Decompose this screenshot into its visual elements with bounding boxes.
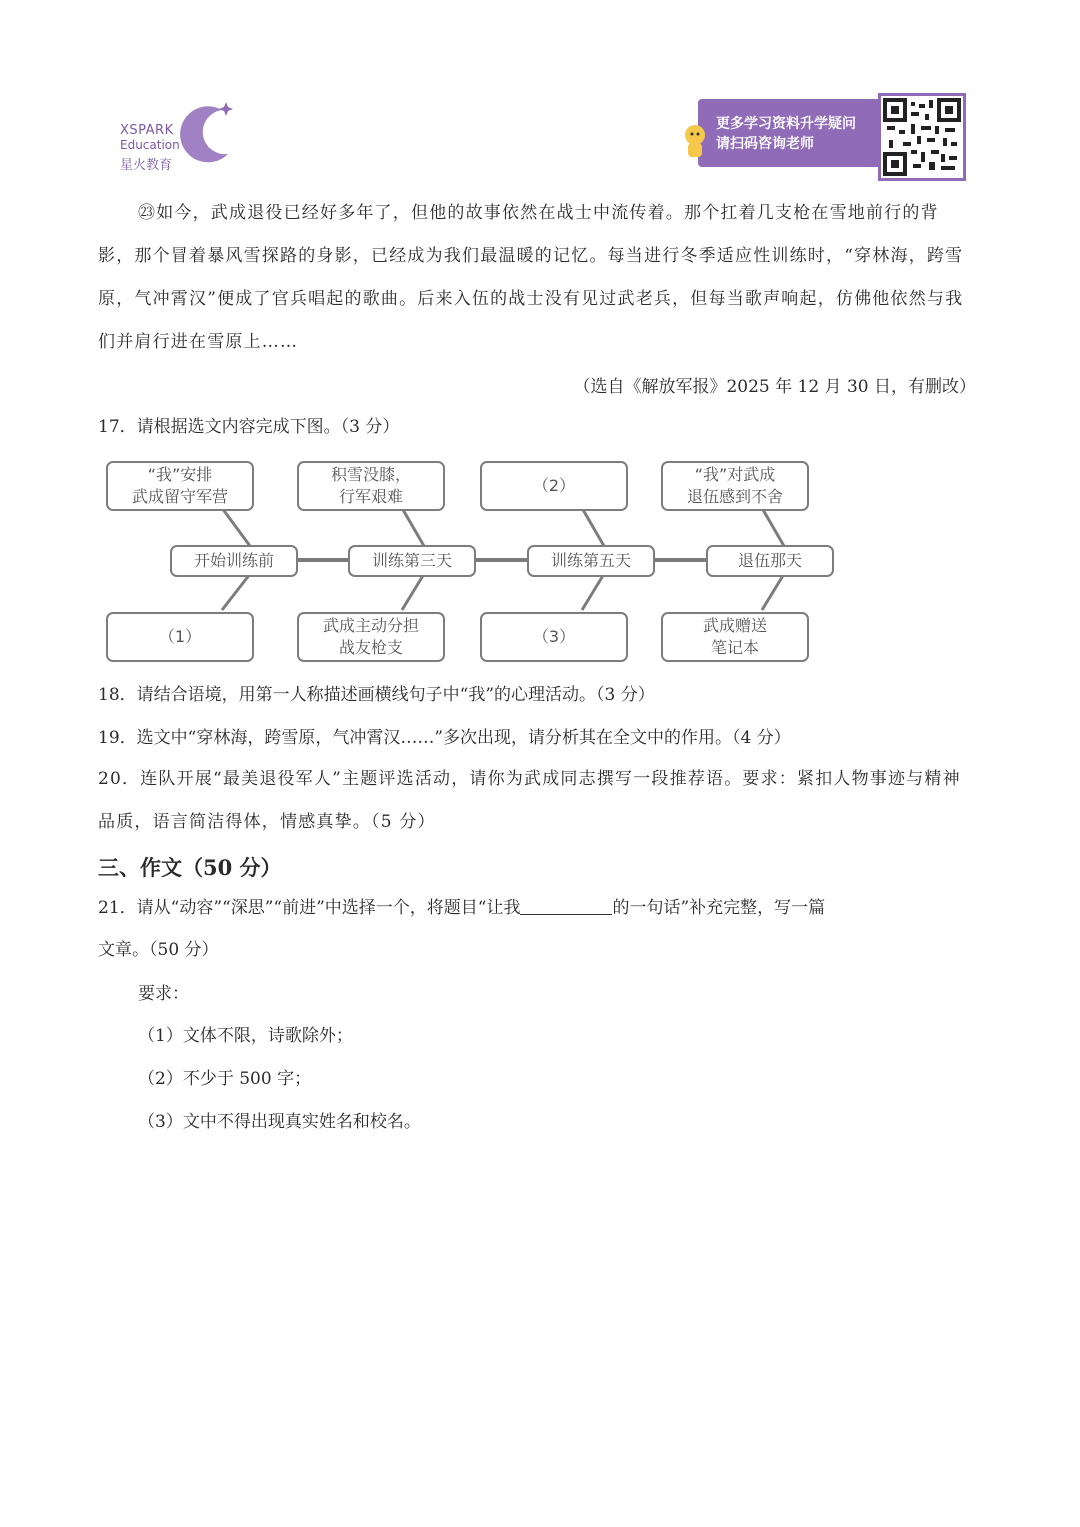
q21-part-a: 21．请从“动容”“深思”“前进”中选择一个，将题目“让我 bbox=[98, 898, 521, 918]
branch-line bbox=[402, 508, 424, 546]
requirements-title: 要求： bbox=[138, 984, 189, 1004]
question-21-line-2: 文章。（50 分） bbox=[98, 940, 219, 960]
box-line: （2） bbox=[532, 476, 576, 495]
stage-label-1: 开始训练前 bbox=[170, 545, 298, 577]
promo-banner[interactable] bbox=[694, 93, 976, 177]
promo-line-2: 请扫码咨询老师 bbox=[716, 136, 814, 152]
title-blank bbox=[520, 898, 612, 915]
question-18: 18．请结合语境，用第一人称描述画横线句子中“我”的心理活动。（3 分） bbox=[98, 685, 655, 705]
diagram-top-box-4 bbox=[661, 461, 809, 511]
stage-label-4: 退伍那天 bbox=[706, 545, 834, 577]
requirement-item: （3）文中不得出现真实姓名和校名。 bbox=[138, 1112, 421, 1132]
section-title: 三、作文（50 分） bbox=[98, 855, 282, 880]
box-line: 笔记本 bbox=[710, 638, 759, 657]
logo-brand: XSPARK bbox=[120, 123, 174, 138]
box-line: 战友枪支 bbox=[338, 638, 403, 657]
passage-paragraph-23: ㉓如今，武成退役已经好多年了，但他的故事依然在战士中流传着。那个扛着几支枪在雪地前行的背影，那个冒着暴风雪探路的身影，已经成为我们最温暖的记忆。每当进行冬季适应性训练时，“穿林海，跨雪原，气冲霄汉”便成了官兵唱起的歌曲。后来入伍的战士没有见过武老兵，但每当歌声响起，仿佛他依然与我们并肩行进在雪原上…… bbox=[98, 203, 964, 352]
branch-line bbox=[762, 508, 784, 546]
box-line: 武成主动分担 bbox=[322, 616, 419, 635]
branch-line bbox=[762, 574, 784, 610]
branch-line bbox=[222, 574, 250, 610]
box-line: “我”对武成 bbox=[694, 465, 776, 484]
question-17: 17．请根据选文内容完成下图。（3 分） bbox=[98, 417, 400, 437]
question-20: 20．连队开展“最美退役军人”主题评选活动，请你为武成同志撰写一段推荐语。要求：紧扣人物事迹与精神品质，语言简洁得体，情感真挚。（5 分） bbox=[98, 769, 961, 832]
box-line: “我”安排 bbox=[147, 465, 213, 484]
box-line: 退伍感到不舍 bbox=[686, 487, 783, 506]
question-19: 19．选文中“穿林海，跨雪原，气冲霄汉……”多次出现，请分析其在全文中的作用。（4 分） bbox=[98, 728, 791, 748]
requirement-item: （1）文体不限，诗歌除外； bbox=[138, 1026, 353, 1046]
box-line: （3） bbox=[532, 627, 576, 646]
brand-logo bbox=[118, 98, 248, 178]
logo-cn: 星火教育 bbox=[120, 158, 173, 173]
promo-line-1: 更多学习资料升学疑问 bbox=[716, 116, 856, 132]
passage-source: （选自《解放军报》2025 年 12 月 30 日，有删改） bbox=[573, 377, 976, 397]
branch-line bbox=[582, 574, 604, 610]
branch-line bbox=[222, 508, 250, 546]
diagram-top-box-3 bbox=[480, 461, 628, 511]
question-21-line-1 bbox=[98, 898, 825, 918]
stage-label-2: 训练第三天 bbox=[348, 545, 476, 577]
logo-sub: Education bbox=[120, 138, 180, 152]
q21-part-b: 的一句话”补充完整，写一篇 bbox=[612, 898, 826, 918]
diagram-bottom-box-3 bbox=[480, 612, 628, 662]
qr-code-icon[interactable] bbox=[878, 93, 966, 181]
branch-line bbox=[582, 508, 604, 546]
diagram-bottom-box-4 bbox=[661, 612, 809, 662]
box-line: 积雪没膝， bbox=[330, 465, 411, 484]
box-line: 武成赠送 bbox=[702, 616, 767, 635]
diagram-bottom-box-1 bbox=[106, 612, 254, 662]
branch-line bbox=[402, 574, 424, 610]
diagram-bottom-box-2 bbox=[297, 612, 445, 662]
mascot-icon bbox=[680, 123, 710, 159]
spark-logo-icon bbox=[178, 98, 242, 168]
diagram-top-box-2 bbox=[297, 461, 445, 511]
diagram-top-box-1 bbox=[106, 461, 254, 511]
box-line: 行军艰难 bbox=[338, 487, 403, 506]
requirement-item: （2）不少于 500 字； bbox=[138, 1069, 312, 1089]
stage-label-3: 训练第五天 bbox=[527, 545, 655, 577]
box-line: （1） bbox=[158, 627, 202, 646]
box-line: 武成留守军营 bbox=[131, 487, 228, 506]
